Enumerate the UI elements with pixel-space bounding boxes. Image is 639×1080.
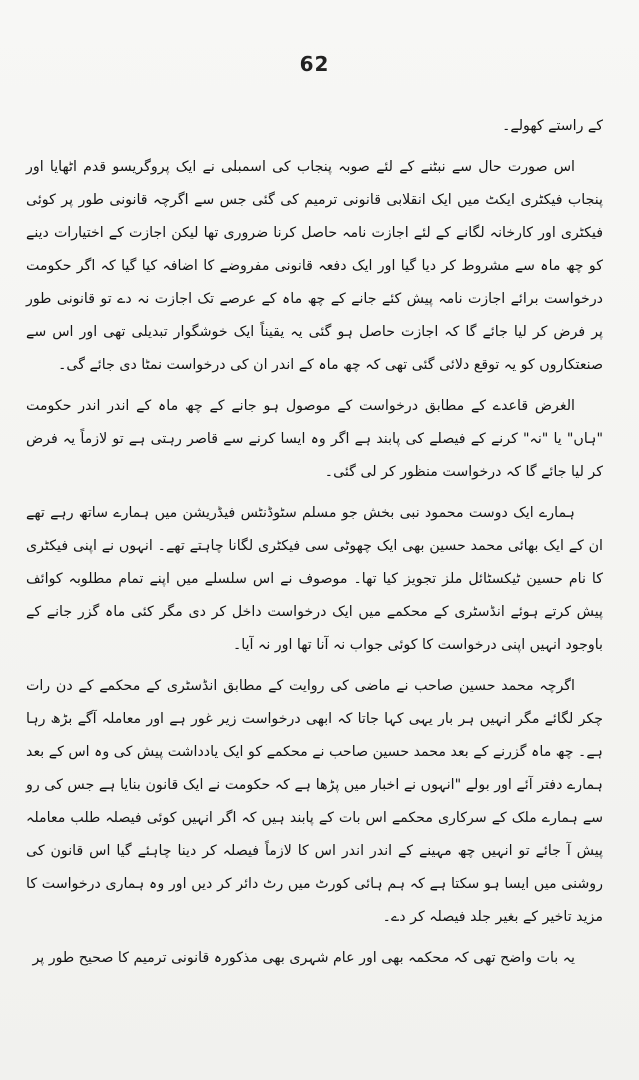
paragraph-1: کے راستے کھولے۔ [502, 118, 603, 134]
paragraph-4: ہمارے ایک دوست محمود نبی بخش جو مسلم سٹوڈنٹس فیڈریشن میں ہمارے ساتھ رہے تھے ان کے ایک بھائی محمد حسین بھی ایک چھوٹی سی فیکٹری لگانا چاہتے تھے۔ انہوں نے اپنی فیکٹری کا نام حسین ٹیکسٹائل ملز تجویز کیا تھا۔ موصوف نے اس سلسلے میں اپنے تمام مطلوبہ کوائف پیش کرتے ہوئے انڈسٹری کے محکمے میں ایک درخواست داخل کر دی مگر کئی ماہ گزر جانے کے باوجود انہیں اپنی درخواست کا کوئی جواب نہ آنا تھا اور نہ آیا۔ [26, 505, 603, 653]
paragraph-2: اس صورت حال سے نبٹنے کے لئے صوبہ پنجاب کی اسمبلی نے ایک پروگریسو قدم اٹھایا اور پنجاب فیکٹری ایکٹ میں ایک انقلابی قانونی ترمیم کی گئی جس سے اگرچہ قانونی طور پر کوئی فیکٹری اور کارخانہ لگانے کے لئے اجازت نامہ حاصل کرنا ضروری تھا لیکن اجازت کے اختیارات دینے کو چھ ماہ سے مشروط کر دیا گیا اور ایک دفعہ قانونی مفروضے کا اضافہ کیا گیا کہ اگر حکومت درخواست برائے اجازت نامہ پیش کئے جانے کے چھ ماہ کے عرصے تک اجازت نہ دے تو قانونی طور پر فرض کر لیا جائے گا کہ اجازت حاصل ہو گئی یہ یقیناً ایک خوشگوار تبدیلی تھی اور اس سے صنعتکاروں کو یہ توقع دلائی گئی تھی کہ چھ ماہ کے اندر ان کی درخواست نمٹا دی جائے گی۔ [26, 159, 603, 373]
paragraph-3: الغرض قاعدے کے مطابق درخواست کے موصول ہو جانے کے چھ ماہ کے اندر اندر حکومت "ہاں" یا "نہ" کرنے کے فیصلے کی پابند ہے اگر وہ ایسا کرنے سے قاصر رہتی ہے تو لازماً یہ فرض کر لیا جائے گا کہ درخواست منظور کر لی گئی۔ [26, 398, 603, 480]
page-number: 62 [299, 52, 330, 76]
paragraph-5: اگرچہ محمد حسین صاحب نے ماضی کی روایت کے مطابق انڈسٹری کے محکمے کے دن رات چکر لگائے مگر انہیں ہر بار یہی کہا جاتا کہ ابھی درخواست زیر غور ہے اور معاملہ آگے بڑھ رہا ہے۔ چھ ماہ گزرنے کے بعد محمد حسین صاحب نے محکمے کو ایک یادداشت پیش کی وہ اس کے بعد ہمارے دفتر آئے اور بولے "انہوں نے اخبار میں پڑھا ہے کہ حکومت نے ایک قانون بنایا ہے جس کی رو سے ہمارے ملک کے سرکاری محکمے اس بات کے پابند ہیں کہ اگر انہیں کوئی فیصلہ طلب معاملہ پیش آ جائے تو انہیں چھ مہینے کے اندر اندر اس کا لازماً فیصلہ کر دینا چاہئے گیا اس قانون کی روشنی میں ایسا ہو سکتا ہے کہ ہم ہائی کورٹ میں رٹ دائر کر دیں اور وہ ہماری درخواست کا مزید تاخیر کے بغیر جلد فیصلہ کر دے۔ [26, 678, 603, 925]
page-body [26, 110, 603, 975]
paragraph-6: یہ بات واضح تھی کہ محکمہ بھی اور عام شہری بھی مذکورہ قانونی ترمیم کا صحیح طور پر [32, 950, 575, 966]
